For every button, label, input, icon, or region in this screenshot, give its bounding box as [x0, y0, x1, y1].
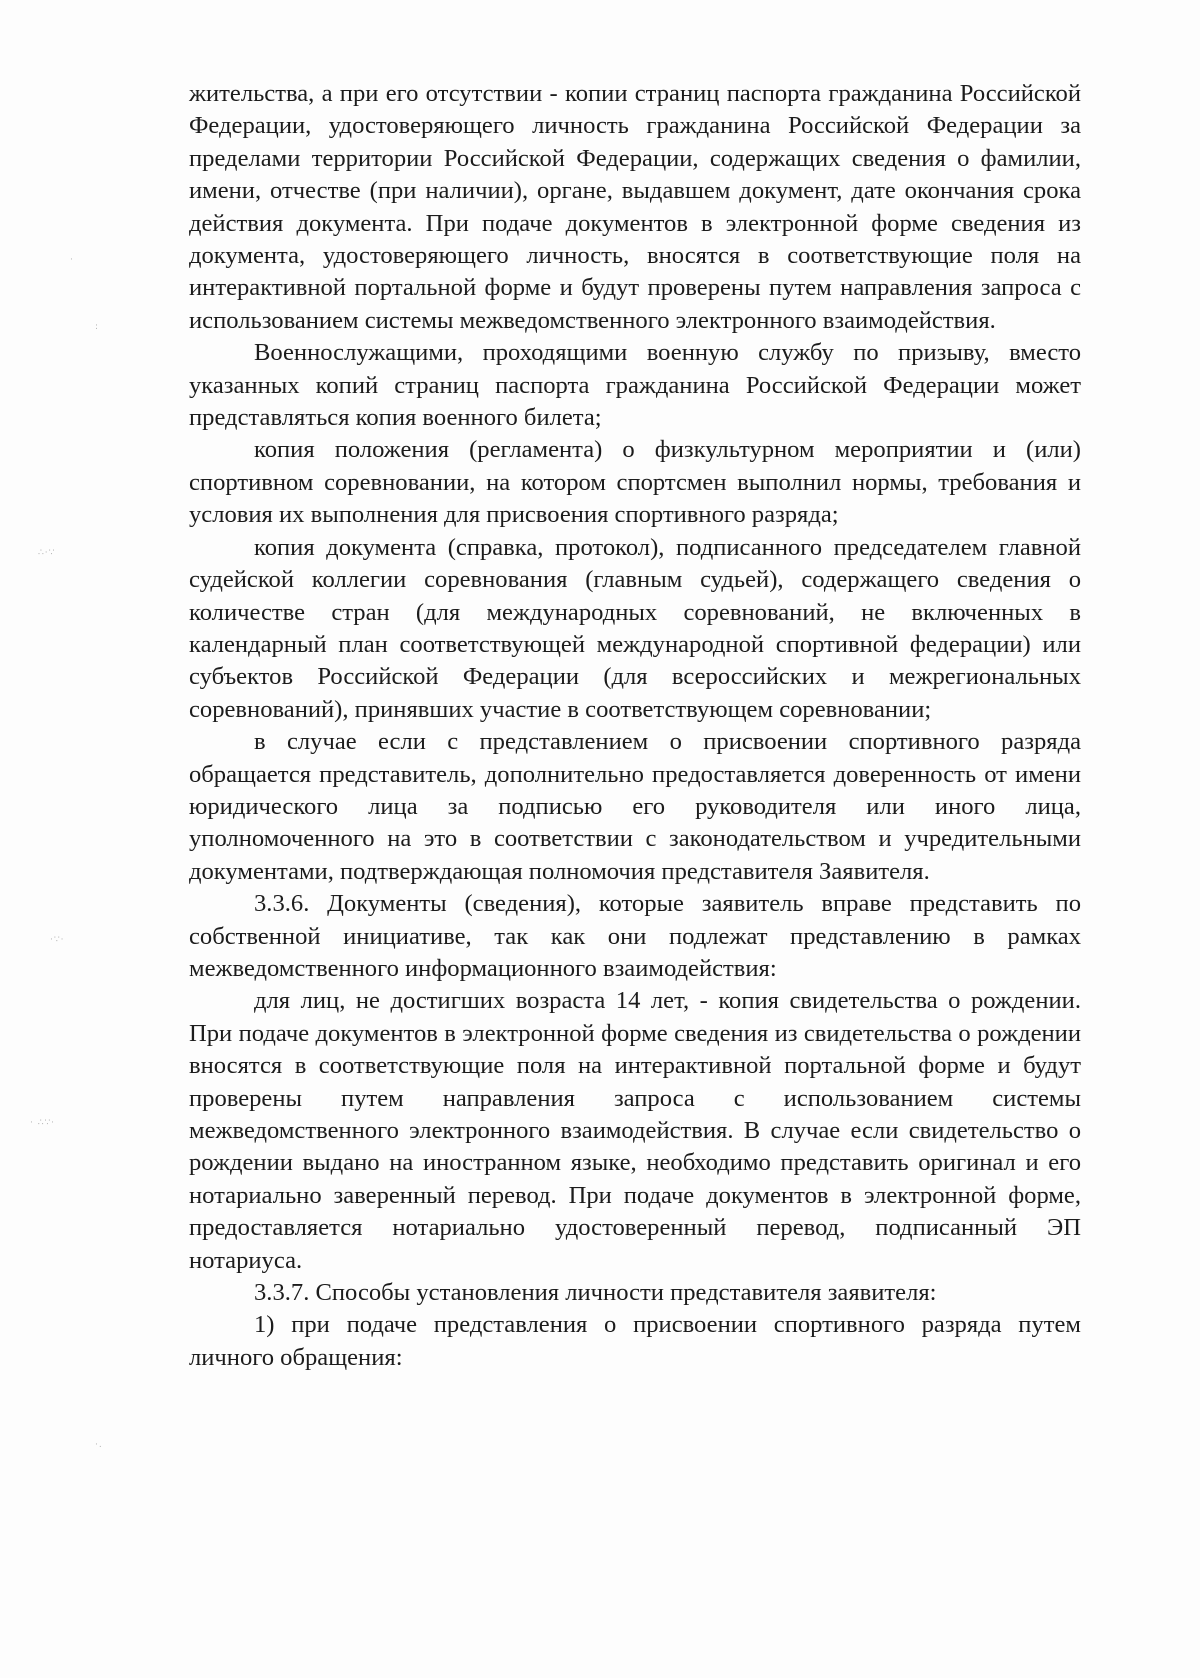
list-item-1: 1) при подаче представления о присвоении спортивного разряда путем личного обращения: — [189, 1311, 1081, 1371]
scan-speck: · ∴∵· — [30, 1118, 56, 1128]
scan-speck: ·. — [95, 1440, 103, 1450]
scan-speck: ·∵· — [50, 935, 65, 945]
paragraph: копия документа (справка, протокол), подписанного председателем главной судейской коллегии соревнования (главным судьей), содержащего сведения о количестве стран (для международных соревнований, не включенных в календарный план соответствующей международной спортивной федерации) или субъектов Российской Федерации (для всероссийских и межрегиональных соревнований), принявших участие в соответствующем соревновании; — [189, 533, 1081, 723]
paragraph: в случае если с представлением о присвоении спортивного разряда обращается представитель, дополнительно предоставляется доверенность от имени юридического лица за подписью его руководителя или иного лица, уполномоченного на это в соответствии с законодательством и учредительными документами, подтверждающая полномочия представителя Заявителя. — [189, 728, 1081, 885]
scan-speck: : — [95, 322, 100, 332]
scan-speck: ∴·∵ — [38, 548, 56, 558]
paragraph: Военнослужащими, проходящими военную службу по призыву, вместо указанных копий страниц паспорта гражданина Российской Федерации может представляться копия военного билета; — [189, 339, 1081, 432]
document-body — [189, 78, 1081, 1374]
paragraph: жительства, а при его отсутствии - копии страниц паспорта гражданина Российской Федерации, удостоверяющего личность гражданина Российской Федерации за пределами территории Российской Федерации, содержащих сведения о фамилии, имени, отчестве (при наличии), органе, выдавшем документ, дате окончания срока действия документа. При подаче документов в электронной форме сведения из документа, удостоверяющего личность, вносятся в соответствующие поля на интерактивной портальной форме и будут проверены путем направления запроса с использованием системы межведомственного электронного взаимодействия. — [189, 80, 1081, 334]
scan-speck: · — [70, 255, 74, 265]
section-paragraph-3-3-6: 3.3.6. Документы (сведения), которые заявитель вправе представить по собственной инициативе, так как они подлежат представлению в рамках межведомственного информационного взаимодействия: — [189, 890, 1081, 982]
paragraph: копия положения (регламента) о физкультурном мероприятии и (или) спортивном соревновании, на котором спортсмен выполнил нормы, требования и условия их выполнения для присвоения спортивного разряда; — [189, 436, 1081, 529]
paragraph: для лиц, не достигших возраста 14 лет, - копия свидетельства о рождении. При подаче документов в электронной форме сведения из свидетельства о рождении вносятся в соответствующие поля на интерактивной портальной форме и будут проверены путем направления запроса с использованием системы межведомственного электронного взаимодействия. В случае если свидетельство о рождении выдано на иностранном языке, необходимо представить оригинал и его нотариально заверенный перевод. При подаче документов в электронной форме, предоставляется нотариально удостоверенный перевод, подписанный ЭП нотариуса. — [189, 987, 1081, 1274]
section-paragraph-3-3-7: 3.3.7. Способы установления личности представителя заявителя: — [254, 1279, 937, 1307]
